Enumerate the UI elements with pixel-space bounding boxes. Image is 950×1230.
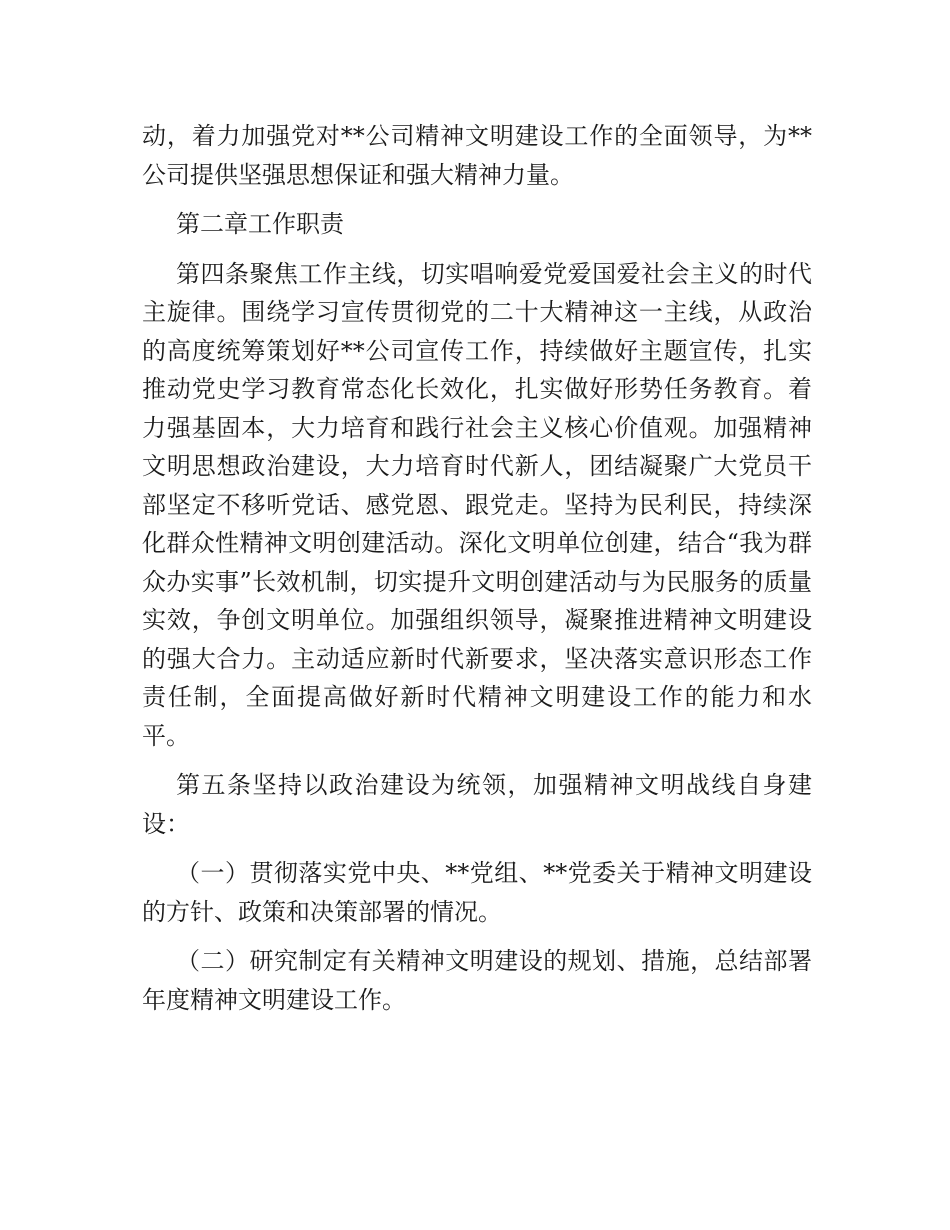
article-5-item-1: （一）贯彻落实党中央、**党组、**党委关于精神文明建设的方针、政策和决策部署的情况。: [142, 859, 812, 926]
paragraph-continuation: 动，着力加强党对**公司精神文明建设工作的全面领导，为**公司提供坚强思想保证和强大精神力量。: [142, 122, 812, 189]
article-5-item-2: （二）研究制定有关精神文明建设的规划、措施，总结部署年度精神文明建设工作。: [142, 947, 812, 1014]
document-page: [142, 117, 812, 1019]
chapter-heading: 第二章工作职责: [176, 210, 344, 238]
article-5-paragraph: 第五条坚持以政治建设为统领，加强精神文明战线自身建设：: [142, 771, 812, 838]
article-4-paragraph: 第四条聚焦工作主线，切实唱响爱党爱国爱社会主义的时代主旋律。围绕学习宣传贯彻党的二十大精神这一主线，从政治的高度统筹策划好**公司宣传工作，持续做好主题宣传，扎实推动党史学习教育常态化长效化，扎实做好形势任务教育。着力强基固本，大力培育和践行社会主义核心价值观。加强精神文明思想政治建设，大力培育时代新人，团结凝聚广大党员干部坚定不移听党话、感党恩、跟党走。坚持为民利民，持续深化群众性精神文明创建活动。深化文明单位创建，结合“我为群众办实事”长效机制，切实提升文明创建活动与为民服务的质量实效，争创文明单位。加强组织领导，凝聚推进精神文明建设的强大合力。主动适应新时代新要求，坚决落实意识形态工作责任制，全面提高做好新时代精神文明建设工作的能力和水平。: [142, 259, 812, 750]
